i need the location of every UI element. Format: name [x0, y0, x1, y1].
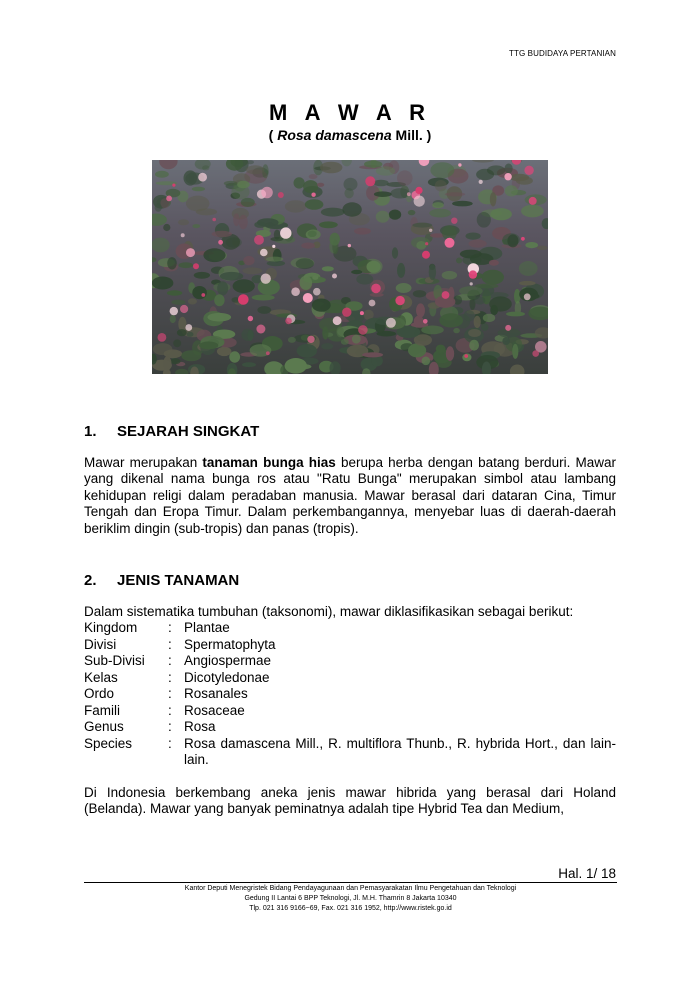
taxonomy-value: Angiospermae: [184, 653, 272, 668]
taxonomy-value: Spermatophyta: [184, 636, 276, 652]
rose-garden-illustration: [152, 160, 548, 374]
taxonomy-row: [84, 736, 616, 769]
document-title: M A W A R: [269, 100, 431, 125]
taxonomy-colon: :: [168, 735, 172, 751]
taxonomy-row: [84, 719, 616, 736]
section-heading: [84, 424, 616, 441]
header-tag: TTG BUDIDAYA PERTANIAN: [509, 49, 616, 58]
section-heading: [84, 573, 616, 590]
taxonomy-row: [84, 670, 616, 687]
footer-line: Gedung II Lantai 6 BPP Teknologi, Jl. M.H. Thamrin 8 Jakarta 10340: [244, 895, 457, 902]
section-jenis: [84, 573, 616, 818]
page-number: Hal. 1/ 18: [558, 866, 616, 881]
taxonomy-key: Famili: [84, 702, 120, 718]
subtitle-open-paren: (: [268, 127, 274, 143]
taxonomy-colon: :: [168, 620, 172, 635]
taxonomy-value: Rosanales: [184, 686, 248, 701]
taxonomy-key: Sub-Divisi: [84, 653, 145, 668]
paragraph-text: berupa herba dengan batang berduri. Mawar yang dikenal nama bunga ros atau "Ratu Bunga" merupakan simbol atau lambang kehidupan religi dalam peradaban manusia. Mawar berasal dari dataran Cina, Timur Tengah dan Eropa Timur. Dalam perkembangannya, menyebar luas di daerah-daerah beriklim dingin (sub-tropis) dan panas (tropis).: [84, 454, 616, 536]
taxonomy-key: Kingdom: [84, 620, 138, 635]
section-number: 1.: [84, 423, 97, 440]
section-number: 2.: [84, 572, 97, 589]
taxonomy-row: [84, 653, 616, 670]
taxonomy-row: [84, 637, 616, 654]
taxonomy-colon: :: [168, 669, 172, 685]
footer-divider: [84, 882, 617, 883]
taxonomy-value: Dicotyledonae: [184, 669, 270, 685]
taxonomy-value: Plantae: [184, 620, 230, 635]
taxonomy-intro: Dalam sistematika tumbuhan (taksonomi), mawar diklasifikasikan sebagai berikut:: [84, 603, 574, 619]
taxonomy-key: Genus: [84, 719, 124, 734]
subtitle-author: Mill.: [395, 127, 423, 143]
section-paragraph: [84, 455, 616, 538]
section-title: SEJARAH SINGKAT: [117, 423, 260, 440]
taxonomy-key: Divisi: [84, 636, 117, 652]
taxonomy-value: Rosaceae: [184, 702, 245, 718]
section-sejarah: [84, 424, 616, 537]
footer-line: Kantor Deputi Menegristek Bidang Pendayagunaan dan Pemasyarakatan Ilmu Pengetahuan dan Teknologi: [184, 885, 517, 892]
taxonomy-key: Kelas: [84, 669, 118, 685]
taxonomy-key: Ordo: [84, 686, 115, 701]
footer: [84, 884, 617, 914]
rose-garden-photo: [152, 160, 548, 374]
taxonomy-value: Rosa: [184, 719, 216, 734]
taxonomy-colon: :: [168, 636, 172, 652]
document-subtitle: [0, 127, 700, 143]
taxonomy-row: [84, 703, 616, 720]
subtitle-close-paren: ): [426, 127, 432, 143]
paragraph-text: Mawar merupakan: [84, 454, 203, 470]
subtitle-latin-name: Rosa damascena: [277, 127, 392, 143]
section-paragraph: Di Indonesia berkembang aneka jenis mawar hibrida yang berasal dari Holand (Belanda). Mawar yang banyak peminatnya adalah tipe Hybrid Tea dan Medium,: [84, 784, 616, 816]
footer-line: Tlp. 021 316 9166~69, Fax. 021 316 1952, http://www.ristek.go.id: [249, 905, 452, 912]
taxonomy-row: [84, 620, 616, 637]
taxonomy-list: [84, 620, 616, 769]
taxonomy-key: Species: [84, 735, 133, 751]
taxonomy-colon: :: [168, 653, 172, 668]
taxonomy-row: [84, 686, 616, 703]
taxonomy-colon: :: [168, 719, 172, 734]
taxonomy-colon: :: [168, 702, 172, 718]
taxonomy-colon: :: [168, 686, 172, 701]
taxonomy-value: Rosa damascena Mill., R. multiflora Thunb., R. hybrida Hort., dan lain-lain.: [184, 735, 616, 767]
paragraph-bold-text: tanaman bunga hias: [202, 454, 336, 470]
section-title: JENIS TANAMAN: [117, 572, 240, 589]
